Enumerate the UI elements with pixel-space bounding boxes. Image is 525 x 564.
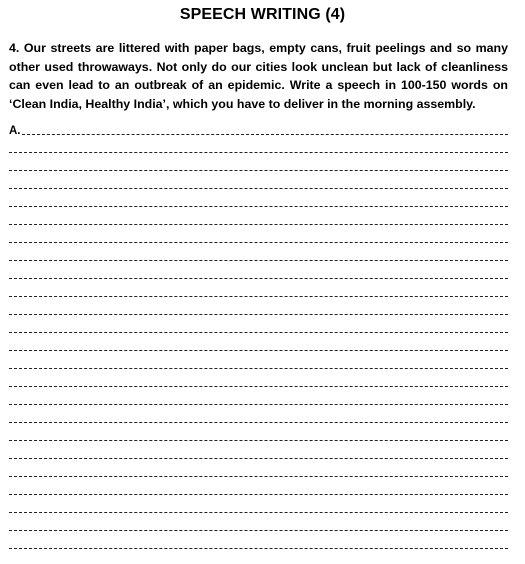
dashed-rule [9,242,508,243]
dashed-rule [9,422,508,423]
dashed-rule [9,224,508,225]
answer-line [9,534,508,552]
answer-line [9,264,508,282]
worksheet-title: SPEECH WRITING (4) [179,6,346,23]
dashed-rule [9,170,508,171]
answer-line [9,516,508,534]
answer-area [9,120,508,552]
answer-line [9,336,508,354]
answer-line [9,138,508,156]
dashed-rule [9,440,508,441]
dashed-rule [9,458,508,459]
answer-line [9,498,508,516]
answer-line [9,210,508,228]
dashed-rule [9,548,508,549]
answer-line [9,318,508,336]
dashed-rule [9,152,508,153]
question-text: 4. Our streets are littered with paper bags, empty cans, fruit peelings and so many other used throwaways. Not only do our cities look unclean but lack of cleanliness can even lead to an outbreak of an epidemic. Write a speech in 100-150 words on ‘Clean India, Healthy India’, which you have to deliver in the morning assembly. [9,41,508,111]
dashed-rule [9,188,508,189]
answer-label: A. [9,125,21,137]
answer-line [9,156,508,174]
answer-line [9,282,508,300]
answer-line [9,372,508,390]
dashed-rule [9,278,508,279]
answer-line [9,246,508,264]
answer-line [9,300,508,318]
dashed-rule [9,368,508,369]
dashed-rule [9,206,508,207]
answer-line [9,426,508,444]
answer-line [9,354,508,372]
dashed-rule [9,386,508,387]
answer-line [9,444,508,462]
answer-line [9,120,508,138]
dashed-rule [9,314,508,315]
dashed-rule [22,134,509,135]
dashed-rule [9,296,508,297]
dashed-rule [9,350,508,351]
answer-line [9,462,508,480]
answer-line [9,408,508,426]
answer-line [9,228,508,246]
dashed-rule [9,494,508,495]
dashed-rule [9,512,508,513]
answer-line [9,174,508,192]
dashed-rule [9,332,508,333]
answer-line [9,480,508,498]
dashed-rule [9,530,508,531]
answer-line [9,192,508,210]
dashed-rule [9,476,508,477]
dashed-rule [9,260,508,261]
dashed-rule [9,404,508,405]
answer-line [9,390,508,408]
